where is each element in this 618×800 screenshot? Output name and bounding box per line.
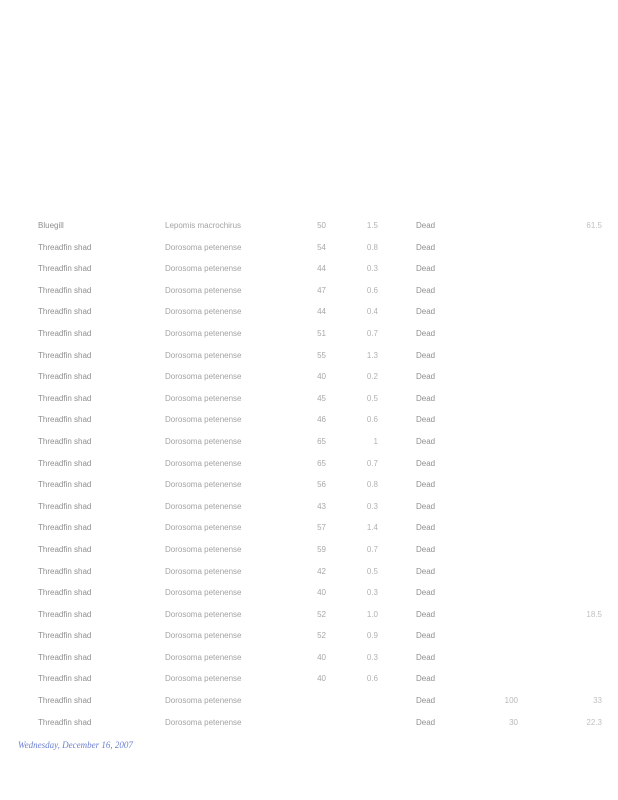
weight-cell: 0.3	[366, 501, 378, 511]
extra-value-cell: 30	[509, 717, 518, 727]
table-row	[0, 280, 618, 302]
length-cell: 42	[317, 566, 326, 576]
scientific-name-cell: Dorosoma petenense	[165, 544, 242, 554]
table-row	[0, 474, 618, 496]
common-name-cell: Threadfin shad	[38, 328, 92, 338]
length-cell: 47	[317, 285, 326, 295]
length-cell: 51	[317, 328, 326, 338]
scientific-name-cell: Dorosoma petenense	[165, 458, 242, 468]
common-name-cell: Threadfin shad	[38, 458, 92, 468]
scientific-name-cell: Dorosoma petenense	[165, 501, 242, 511]
table-row	[0, 409, 618, 431]
scientific-name-cell: Lepomis macrochirus	[165, 221, 242, 230]
weight-cell: 1	[373, 436, 378, 446]
scientific-name-cell: Dorosoma petenense	[165, 674, 242, 684]
length-cell: 40	[317, 652, 326, 662]
common-name-cell: Threadfin shad	[38, 285, 92, 295]
common-name-cell: Threadfin shad	[38, 307, 92, 317]
table-row	[0, 604, 618, 626]
table-row	[0, 301, 618, 323]
scientific-name-cell: Dorosoma petenense	[165, 415, 242, 425]
scientific-name-cell: Dorosoma petenense	[165, 372, 242, 382]
weight-cell: 0.3	[366, 652, 378, 662]
length-cell: 65	[317, 436, 326, 446]
length-cell: 52	[317, 631, 326, 641]
length-cell: 50	[317, 221, 326, 230]
common-name-cell: Threadfin shad	[38, 242, 92, 252]
length-cell: 65	[317, 458, 326, 468]
table-row	[0, 453, 618, 475]
condition-cell: Dead	[416, 609, 436, 619]
weight-cell: 0.5	[366, 393, 378, 403]
table-row	[0, 647, 618, 669]
weight-cell: 1.5	[366, 221, 378, 230]
common-name-cell: Threadfin shad	[38, 501, 92, 511]
length-cell: 55	[317, 350, 326, 360]
condition-cell: Dead	[416, 372, 436, 382]
scientific-name-cell: Dorosoma petenense	[165, 717, 242, 727]
table-row	[0, 561, 618, 583]
scientific-name-cell: Dorosoma petenense	[165, 393, 242, 403]
extra-value-cell: 33	[593, 696, 602, 706]
condition-cell: Dead	[416, 674, 436, 684]
weight-cell: 0.7	[366, 544, 378, 554]
table-row	[0, 323, 618, 345]
footer-date: Wednesday, December 16, 2007	[18, 740, 133, 750]
table-row	[0, 690, 618, 712]
scientific-name-cell: Dorosoma petenense	[165, 264, 242, 274]
table-row	[0, 668, 618, 690]
condition-cell: Dead	[416, 652, 436, 662]
table-row	[0, 582, 618, 604]
length-cell: 43	[317, 501, 326, 511]
common-name-cell: Bluegill	[38, 221, 64, 230]
weight-cell: 0.8	[366, 480, 378, 490]
scientific-name-cell: Dorosoma petenense	[165, 350, 242, 360]
table-row	[0, 237, 618, 259]
weight-cell: 0.6	[366, 415, 378, 425]
length-cell: 44	[317, 307, 326, 317]
common-name-cell: Threadfin shad	[38, 544, 92, 554]
extra-value-cell: 18.5	[586, 609, 602, 619]
common-name-cell: Threadfin shad	[38, 609, 92, 619]
condition-cell: Dead	[416, 350, 436, 360]
common-name-cell: Threadfin shad	[38, 566, 92, 576]
extra-value-cell: 22.3	[586, 717, 602, 727]
weight-cell: 0.6	[366, 285, 378, 295]
table-row	[0, 625, 618, 647]
condition-cell: Dead	[416, 264, 436, 274]
fish-data-table	[0, 215, 618, 733]
length-cell: 40	[317, 674, 326, 684]
condition-cell: Dead	[416, 696, 436, 706]
weight-cell: 0.8	[366, 242, 378, 252]
common-name-cell: Threadfin shad	[38, 393, 92, 403]
table-row	[0, 431, 618, 453]
scientific-name-cell: Dorosoma petenense	[165, 307, 242, 317]
common-name-cell: Threadfin shad	[38, 631, 92, 641]
table-row	[0, 345, 618, 367]
length-cell: 40	[317, 372, 326, 382]
common-name-cell: Threadfin shad	[38, 350, 92, 360]
table-row	[0, 496, 618, 518]
table-row	[0, 366, 618, 388]
weight-cell: 0.3	[366, 588, 378, 598]
scientific-name-cell: Dorosoma petenense	[165, 609, 242, 619]
common-name-cell: Threadfin shad	[38, 436, 92, 446]
weight-cell: 0.2	[366, 372, 378, 382]
weight-cell: 0.4	[366, 307, 378, 317]
extra-value-cell: 100	[504, 696, 518, 706]
length-cell: 52	[317, 609, 326, 619]
weight-cell: 1.3	[366, 350, 378, 360]
condition-cell: Dead	[416, 544, 436, 554]
weight-cell: 1.0	[366, 609, 378, 619]
condition-cell: Dead	[416, 717, 436, 727]
weight-cell: 1.4	[366, 523, 378, 533]
scientific-name-cell: Dorosoma petenense	[165, 588, 242, 598]
common-name-cell: Threadfin shad	[38, 696, 92, 706]
table-row	[0, 712, 618, 734]
condition-cell: Dead	[416, 566, 436, 576]
table-row	[0, 388, 618, 410]
condition-cell: Dead	[416, 393, 436, 403]
condition-cell: Dead	[416, 307, 436, 317]
condition-cell: Dead	[416, 328, 436, 338]
extra-value-cell: 61.5	[586, 221, 602, 230]
common-name-cell: Threadfin shad	[38, 523, 92, 533]
scientific-name-cell: Dorosoma petenense	[165, 480, 242, 490]
condition-cell: Dead	[416, 631, 436, 641]
condition-cell: Dead	[416, 242, 436, 252]
condition-cell: Dead	[416, 415, 436, 425]
common-name-cell: Threadfin shad	[38, 588, 92, 598]
weight-cell: 0.6	[366, 674, 378, 684]
scientific-name-cell: Dorosoma petenense	[165, 436, 242, 446]
common-name-cell: Threadfin shad	[38, 674, 92, 684]
condition-cell: Dead	[416, 436, 436, 446]
weight-cell: 0.7	[366, 458, 378, 468]
length-cell: 56	[317, 480, 326, 490]
common-name-cell: Threadfin shad	[38, 652, 92, 662]
weight-cell: 0.5	[366, 566, 378, 576]
table-row	[0, 539, 618, 561]
common-name-cell: Threadfin shad	[38, 372, 92, 382]
length-cell: 57	[317, 523, 326, 533]
length-cell: 45	[317, 393, 326, 403]
length-cell: 59	[317, 544, 326, 554]
scientific-name-cell: Dorosoma petenense	[165, 566, 242, 576]
scientific-name-cell: Dorosoma petenense	[165, 652, 242, 662]
scientific-name-cell: Dorosoma petenense	[165, 328, 242, 338]
scientific-name-cell: Dorosoma petenense	[165, 242, 242, 252]
condition-cell: Dead	[416, 523, 436, 533]
scientific-name-cell: Dorosoma petenense	[165, 631, 242, 641]
length-cell: 46	[317, 415, 326, 425]
condition-cell: Dead	[416, 285, 436, 295]
condition-cell: Dead	[416, 501, 436, 511]
weight-cell: 0.7	[366, 328, 378, 338]
table-row	[0, 258, 618, 280]
condition-cell: Dead	[416, 588, 436, 598]
condition-cell: Dead	[416, 480, 436, 490]
common-name-cell: Threadfin shad	[38, 264, 92, 274]
common-name-cell: Threadfin shad	[38, 717, 92, 727]
weight-cell: 0.3	[366, 264, 378, 274]
common-name-cell: Threadfin shad	[38, 480, 92, 490]
scientific-name-cell: Dorosoma petenense	[165, 696, 242, 706]
weight-cell: 0.9	[366, 631, 378, 641]
common-name-cell: Threadfin shad	[38, 415, 92, 425]
scientific-name-cell: Dorosoma petenense	[165, 285, 242, 295]
length-cell: 44	[317, 264, 326, 274]
table-row	[0, 517, 618, 539]
length-cell: 54	[317, 242, 326, 252]
scientific-name-cell: Dorosoma petenense	[165, 523, 242, 533]
condition-cell: Dead	[416, 458, 436, 468]
length-cell: 40	[317, 588, 326, 598]
table-row	[0, 215, 618, 237]
condition-cell: Dead	[416, 221, 436, 230]
